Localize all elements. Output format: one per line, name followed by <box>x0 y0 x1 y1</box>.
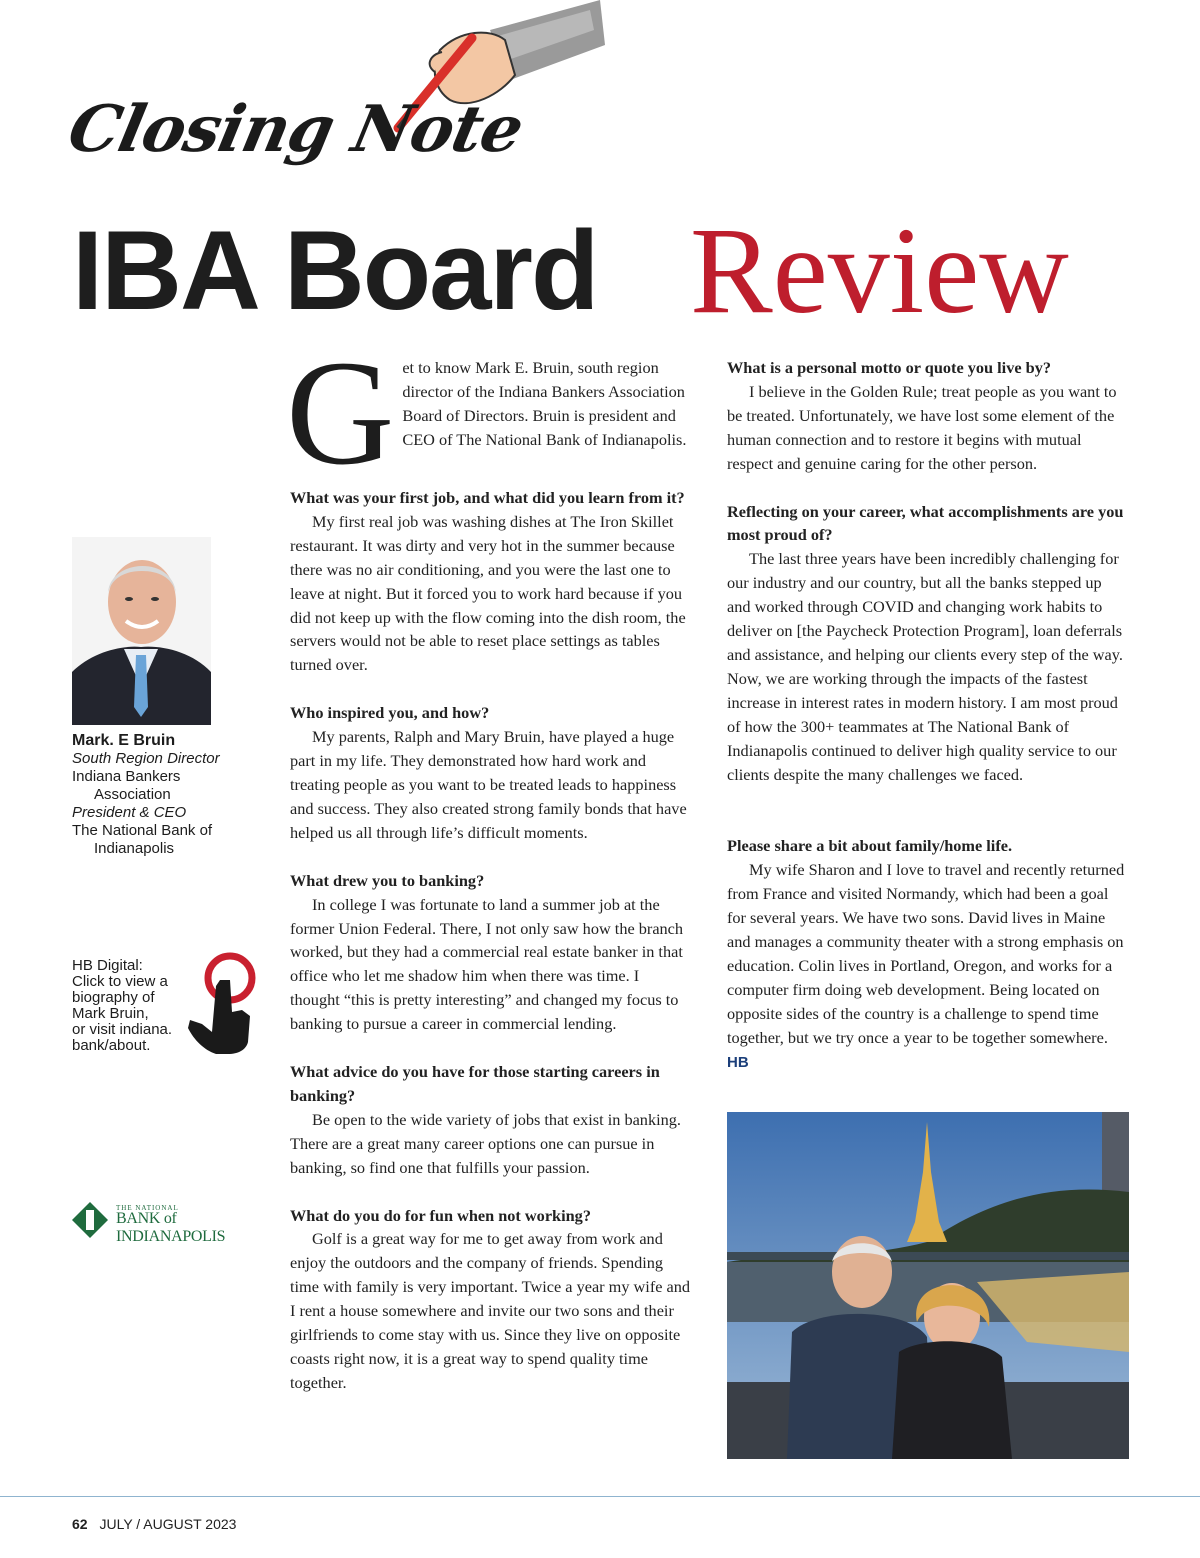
answer: My parents, Ralph and Mary Bruin, have played a huge part in my life. They demonstrated how hard work and treating people as you want to be treated leads to happiness and success. They also created strong family bonds that have helped us all through life’s difficult moments. <box>290 727 687 842</box>
person-org: Indiana Bankers <box>72 768 181 785</box>
page-title: IBA Board <box>72 208 598 333</box>
footer-rule <box>0 1496 1200 1497</box>
answer: In college I was fortunate to land a summer job at the former Union Federal. There, I not only saw how the branch worked, but they had a commercial real estate banker in that office who let me shadow him when there was time. I thought “this is pretty interesting” and changed my focus to banking to pursue a career in commercial lending. <box>290 894 684 1034</box>
answer: Golf is a great way for me to get away from work and enjoy the outdoors and the company of friends. Spending time with family is very important. Twice a year my wife and I rent a house somewhere and invite our two sons and their girlfriends to come stay with us. Since they live on opposite coasts right now, it is a great way to spend quality time together. <box>290 1229 691 1392</box>
digital-link-note[interactable] <box>72 958 192 1054</box>
person-company-cont: Indianapolis <box>94 840 175 857</box>
person-title: President & CEO <box>72 804 187 821</box>
answer: My wife Sharon and I love to travel and recently returned from France and visited Normandy, which had been a goal for several years. We have two sons. David lives in Maine and manages a community theater with a strong emphasis on education. Colin lives in Portland, Oregon, and works for a computer firm doing web development. Being located on opposite sides of the country is a challenge to spend time together, but we try once a year to be together somewhere. <box>727 860 1125 1047</box>
note-line: or visit indiana. <box>72 1021 173 1038</box>
article-column-2 <box>727 356 1129 1074</box>
issue-date: JULY / AUGUST 2023 <box>99 1516 237 1532</box>
question: What drew you to banking? <box>290 870 485 890</box>
question: What is a personal motto or quote you live by? <box>727 358 1051 377</box>
answer: My first real job was washing dishes at The Iron Skillet restaurant. It was dirty and very hot in the summer because there was no air conditioning, and you were the last one to leave at night. But it forced you to work hard because if you did not keep up with the flow coming into the dish room, the servers would not be able to reset place settings as tables turned over. <box>290 511 686 675</box>
article-column-1 <box>286 330 692 1395</box>
answer: I believe in the Golden Rule; treat people as you want to be treated. Unfortunately, we have lost some element of the human connection and to restore it begins with mutual respect and genuine caring for the other person. <box>727 381 1117 473</box>
note-line: biography of <box>72 989 155 1006</box>
question: Please share a bit about family/home life. <box>727 836 1013 856</box>
question: Who inspired you, and how? <box>290 703 490 723</box>
page-footer <box>72 1516 236 1532</box>
note-line: HB Digital: <box>72 957 143 974</box>
note-line: bank/about. <box>72 1037 151 1054</box>
answer: The last three years have been incredibly challenging for our industry and our country, but all the banks stepped up and worked through COVID and changing work habits to deliver on [the Paycheck Protection Program], loan deferrals and assistance, and helping our clients every step of the way. Now, we are working through the impacts of the fastest increase in interest rates in modern history. I am most proud of how the 300+ teammates at The National Bank of Indianapolis continued to deliver high quality service to our clients despite the many challenges we faced. <box>727 549 1123 784</box>
question: What advice do you have for those starting careers in banking? <box>290 1062 660 1105</box>
portrait-photo <box>72 537 211 725</box>
kicker: Closing Note <box>62 92 530 167</box>
answer: Be open to the wide variety of jobs that exist in banking. There are a great many career options one can pursue in banking, so find one that fulfills your passion. <box>290 1109 681 1177</box>
page-number: 62 <box>72 1516 88 1532</box>
question: What do you do for fun when not working? <box>290 1205 591 1225</box>
person-company: The National Bank of <box>72 822 213 839</box>
bio-caption <box>72 732 272 858</box>
logo-small-text: THE NATIONAL <box>116 1204 179 1212</box>
note-line: Click to view a <box>72 973 168 990</box>
question: Reflecting on your career, what accomplishments are you most proud of? <box>727 501 1124 545</box>
logo-big-text: BANK of INDIANAPOLIS <box>116 1210 226 1245</box>
paris-photo <box>727 1112 1129 1459</box>
intro-paragraph: et to know Mark E. Bruin, south region director of the Indiana Bankers Association Board of Directors. Bruin is president and CEO of The National Bank of Indianapolis. <box>402 358 687 449</box>
person-role: South Region Director <box>72 750 220 767</box>
person-org-cont: Association <box>94 786 171 803</box>
drop-cap: G <box>286 330 395 496</box>
page-title-accent: Review <box>690 202 1069 339</box>
note-line: Mark Bruin, <box>72 1005 149 1022</box>
signoff-mark: HB <box>727 1053 749 1071</box>
tap-hand-icon[interactable] <box>180 950 260 1060</box>
question: What was your first job, and what did you learn from it? <box>290 488 685 507</box>
person-name: Mark. E Bruin <box>72 732 176 749</box>
bank-logo <box>70 1200 270 1245</box>
answer-family <box>727 858 1129 1074</box>
